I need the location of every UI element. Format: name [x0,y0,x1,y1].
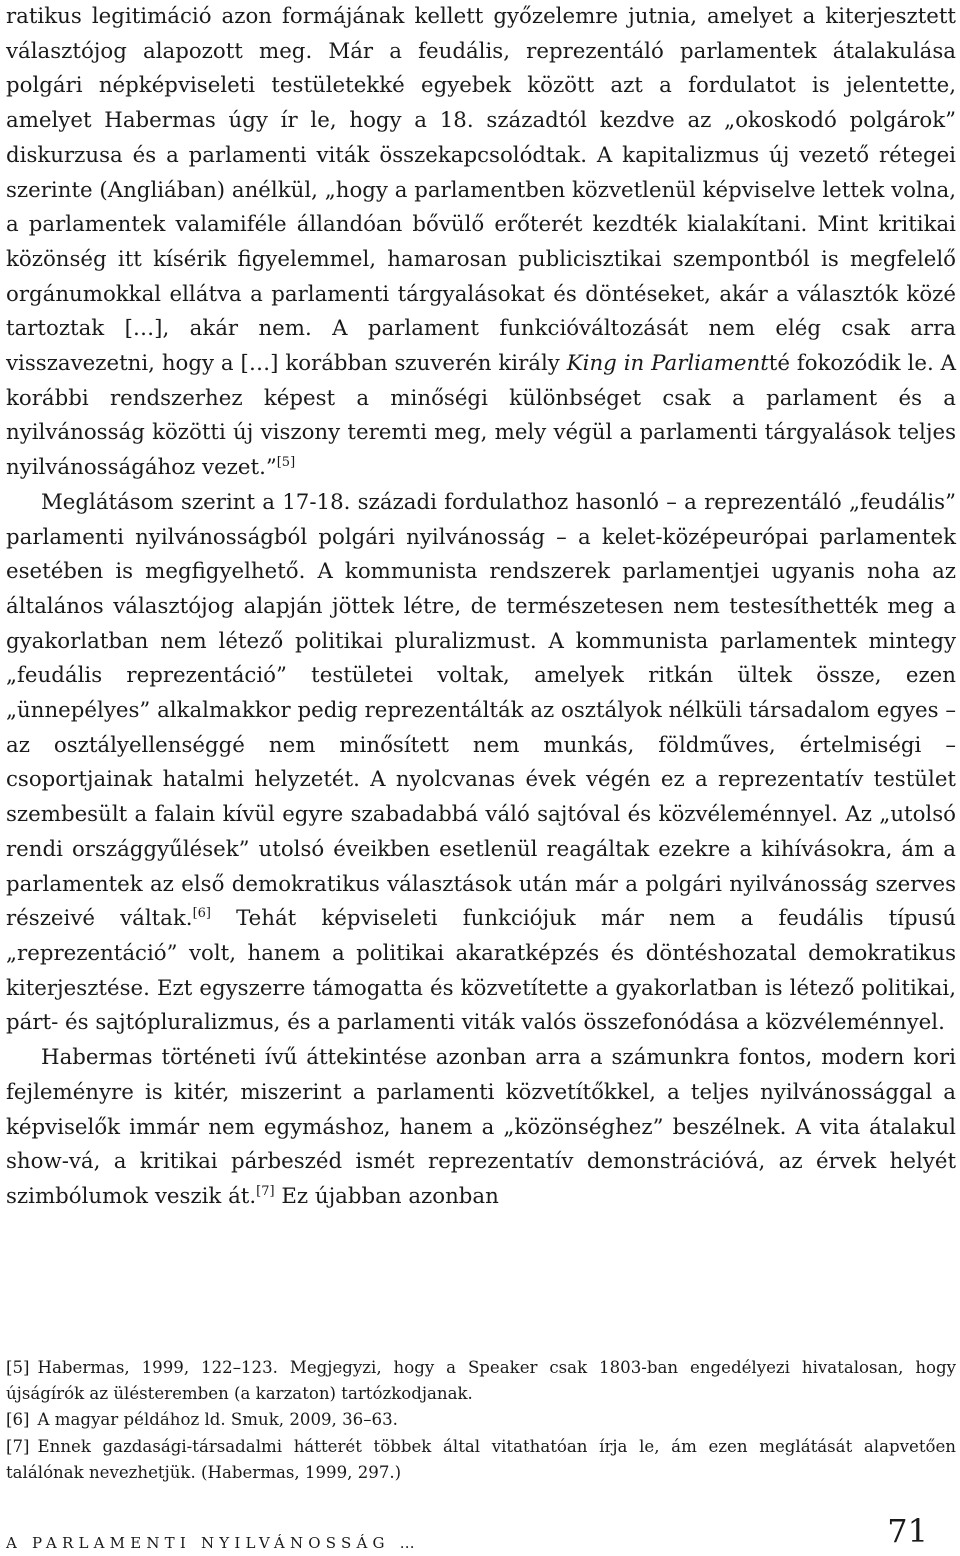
paragraph-1-text: ratikus legitimáció azon formájának kellett győzelemre jutnia, amelyet a kiterjesztett választójog alapozott meg. Már a feudális, reprezentáló parlamentek átalakulása polgári népképviseleti testületekké egyebek között azt a fordulatot is jelentette, amelyet Habermas úgy ír le, hogy a 18. századtól kezdve az „okoskodó polgárok” diskurzusa és a parlamenti viták összekapcsolódtak. A kapitalizmus új vezető rétegei szerinte (Angliában) anélkül, „hogy a parlamentben közvetlenül képviselve lettek volna, a parlamentek valamiféle állandóan bővülő erőterét kezdték kialakítani. Mint kritikai közönség itt kísérik figyelemmel, hamarosan publicisztikai szempontból is megfelelő orgánumokkal ellátva a parlamenti tárgyalásokat és döntéseket, akár a választók közé tartoztak […], akár nem. A parlament funkcióváltozását nem elég csak arra visszavezetni, hogy a […] korábban szuverén király [6,4,956,377]
footnote-text: A magyar példához ld. Smuk, 2009, 36–63. [37,1410,398,1430]
italic-term: King in Parliament [566,351,769,377]
footnote-text: Ennek gazdasági-társadalmi hátterét többek által vitathatóan írja le, ám ezen meglátását alapvetően találónak nevezhetjük. (Habermas, 1999, 297.) [6,1436,956,1482]
paragraph-3 [6,1041,956,1215]
page-footer [6,1512,956,1556]
footnote-6 [6,1407,956,1433]
footnote-ref-6[interactable]: [6] [192,906,211,922]
footnotes [6,1355,956,1486]
paragraph-2-continued: Tehát képviseleti funkciójuk már nem a feudális típusú „reprezentáció” volt, hanem a politikai akaratképzés és döntéshozatal demokratikus kiterjesztése. Ezt egyszerre támogatta és közvetítette a gyakorlatban is létező politikai, párt- és sajtópluralizmus, és a parlamenti viták valós összefonódása a közvéleménnyel. [6,906,956,1036]
body-text [6,0,956,1215]
footnote-ref-5[interactable]: [5] [276,455,296,471]
footnote-number: [7] [6,1436,30,1456]
footnote-text: Habermas, 1999, 122–123. Megjegyzi, hogy a Speaker csak 1803-ban engedélyezi hivatalosan, hogy újságírók az ülésteremben (a karzaton) tartózkodjanak. [6,1358,956,1404]
page-number: 71 [887,1512,928,1550]
page [6,0,956,1215]
paragraph-2 [6,486,956,1041]
paragraph-2-text: Meglátásom szerint a 17-18. századi fordulathoz hasonló – a reprezentáló „feudális” parlamenti nyilvánosságból polgári nyilvánosság – a kelet-középeurópai parlamentek esetében is megfigyelhető. A kommunista rendszerek parlamentjei ugyanis noha az általános választójog alapján jöttek létre, de természetesen nem testesíthették meg a gyakorlatban nem létező politikai pluralizmust. A kommunista parlamentek mintegy „feudális reprezentáció” testületei voltak, amelyek ritkán ültek össze, ezen „ünnepélyes” alkalmakkor pedig reprezentálták az osztályok nélküli társadalom egyes – az osztályellenséggé nem minősített nem munkás, földműves, értelmiségi – csoportjainak hatalmi helyzetét. A nyolcvanas évek végén ez a reprezentatív testület szembesült a falain kívül egyre szabadabbá váló sajtóval és közvéleménnyel. Az „utolsó rendi országgyűlések” utolsó éveikben esetlenül reagáltak ezekre a kihívásokra, ám a parlamentek az első demokratikus választások után már a polgári nyilvánosság szerves részeivé váltak. [6,489,956,932]
footnote-5 [6,1355,956,1407]
footnote-ref-7[interactable]: [7] [256,1183,275,1199]
footnote-number: [6] [6,1410,30,1430]
paragraph-1 [6,0,956,486]
paragraph-1-continued: té fokozódik le. A korábbi rendszerhez képest a minőségi különbséget csak a parlament és a nyilvánosság közötti új viszony teremti meg, mely végül a parlamenti tárgyalások teljes nyilvánosságához vezet.” [6,351,956,481]
running-head: A PARLAMENTI NYILVÁNOSSÁG … [6,1534,420,1552]
footnote-7 [6,1434,956,1486]
paragraph-3-text: Habermas történeti ívű áttekintése azonban arra a számunkra fontos, modern kori fejleményre is kitér, miszerint a parlamenti közvetítőkkel, a teljes nyilvánossággal a képviselők immár nem egymáshoz, hanem a „közönséghez” beszélnek. A vita átalakul show-vá, a kritikai párbeszéd ismét reprezentatív demonstrációvá, az érvek helyét szimbólumok veszik át. [6,1045,956,1209]
footnote-number: [5] [6,1358,30,1377]
paragraph-3-continued: Ez újabban azonban [281,1183,499,1209]
